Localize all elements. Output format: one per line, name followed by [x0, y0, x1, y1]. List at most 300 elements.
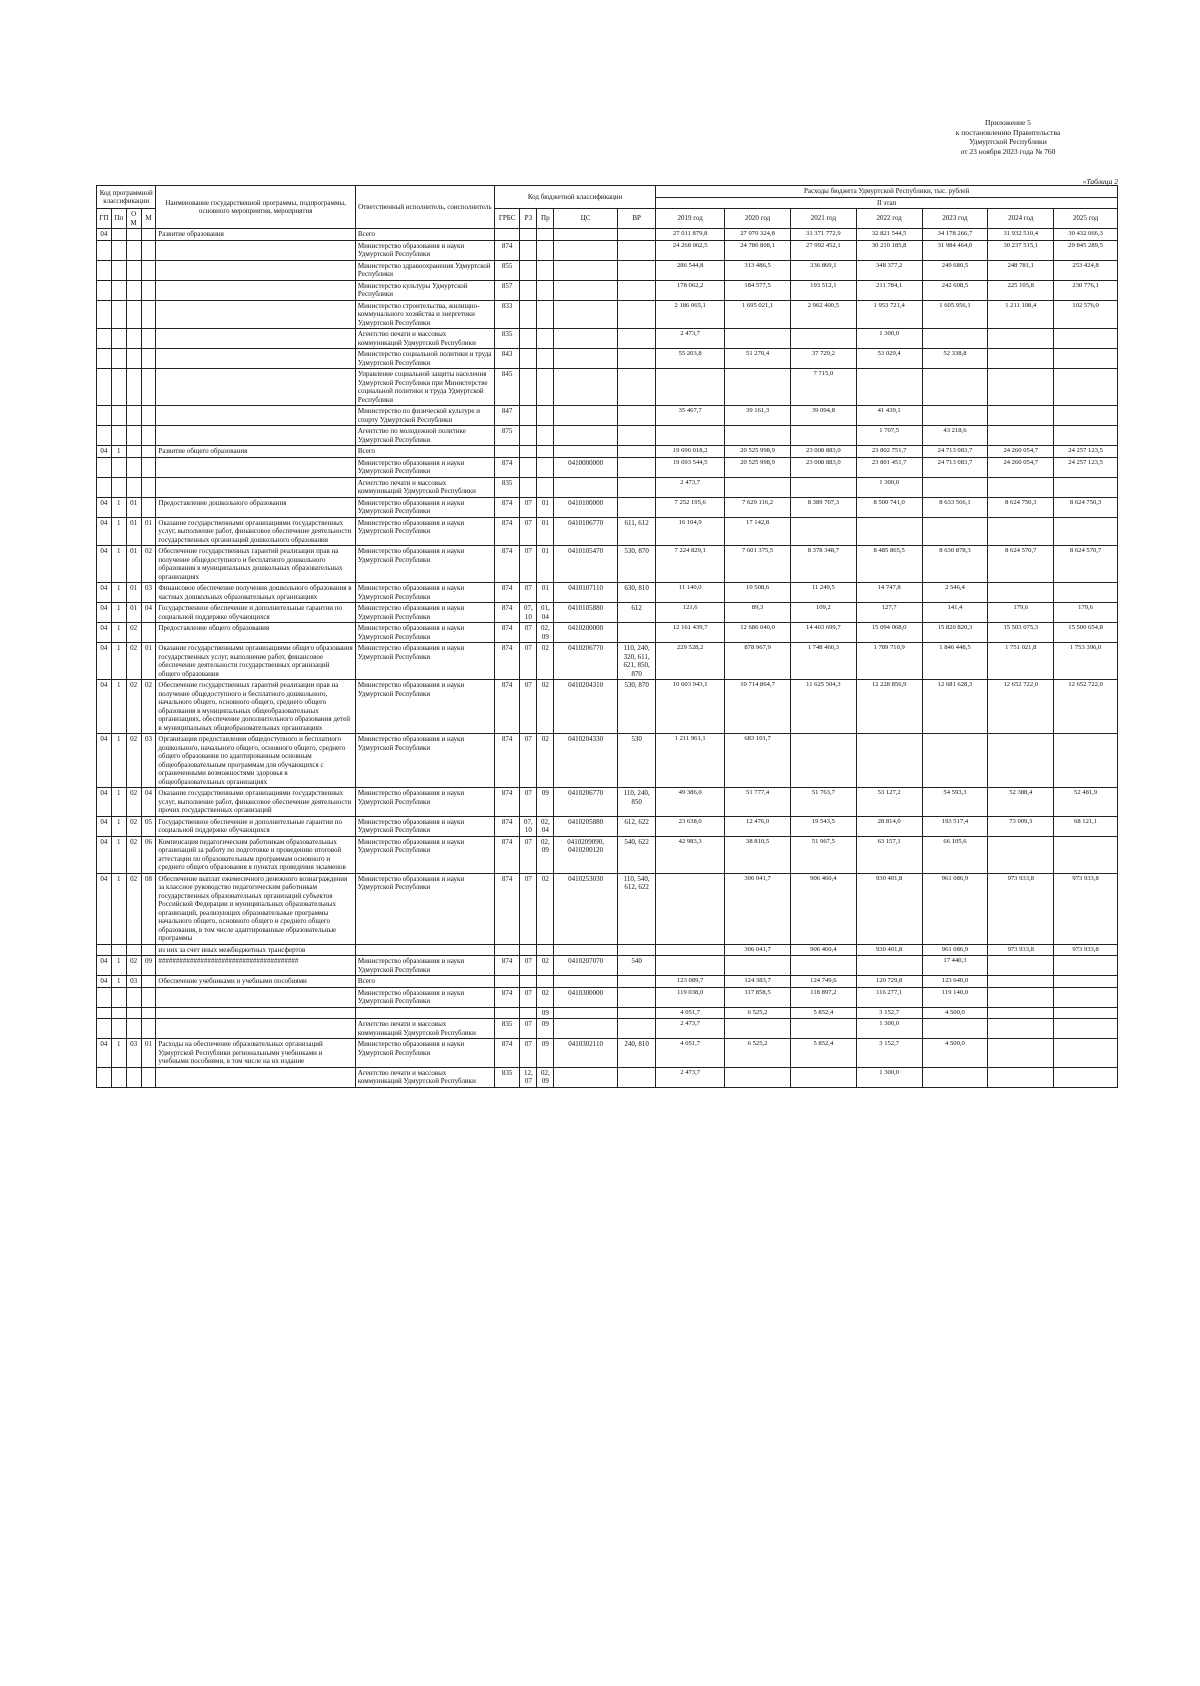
table-cell: 1 753 396,0: [1054, 643, 1118, 680]
table-cell: [554, 446, 618, 458]
table-cell: [554, 229, 618, 241]
table-cell: 1 211 108,4: [988, 300, 1054, 329]
table-cell: 02: [537, 873, 554, 944]
table-cell: 1: [111, 836, 126, 873]
table-cell: 02: [126, 836, 141, 873]
table-row: [97, 329, 1118, 349]
table-cell: [111, 329, 126, 349]
table-cell: 07: [520, 623, 537, 643]
table-cell: 2 473,7: [656, 1067, 725, 1087]
table-cell: 7 601 375,5: [725, 546, 791, 583]
table-cell: 23 801 451,7: [856, 457, 922, 477]
table-cell: [520, 477, 537, 497]
table-cell: 07: [520, 987, 537, 1007]
table-cell: 5 852,4: [790, 1039, 856, 1068]
table-cell: 179,6: [988, 603, 1054, 623]
table-cell: 0410106770: [554, 517, 618, 546]
table-cell: Агентство печати и массовых коммуникаций Удмуртской Республики: [355, 329, 494, 349]
table-cell: [520, 944, 537, 956]
table-cell: 109,2: [790, 603, 856, 623]
table-cell: [520, 1007, 537, 1019]
table-cell: [126, 329, 141, 349]
table-cell: [988, 836, 1054, 873]
table-cell: 54 593,3: [922, 788, 988, 817]
table-cell: [1054, 987, 1118, 1007]
table-cell: 03: [126, 1039, 141, 1068]
header-budget-code-col: РЗ: [520, 209, 537, 229]
table-cell: [617, 976, 655, 988]
table-cell: 875: [494, 426, 519, 446]
table-cell: [141, 406, 156, 426]
table-cell: 20 525 998,9: [725, 457, 791, 477]
header-expenses-group: Расходы бюджета Удмуртской Республики, тыс. рублей: [656, 186, 1118, 198]
table-cell: 835: [494, 1067, 519, 1087]
table-cell: [156, 1007, 356, 1019]
table-cell: [355, 944, 494, 956]
table-cell: Министерство образования и науки Удмуртской Республики: [355, 497, 494, 517]
table-cell: Министерство здравоохранения Удмуртской Республики: [355, 260, 494, 280]
table-cell: [1054, 976, 1118, 988]
table-cell: 211 784,1: [856, 280, 922, 300]
table-cell: 10 603 943,1: [656, 680, 725, 734]
table-cell: [617, 406, 655, 426]
table-cell: [126, 300, 141, 329]
table-cell: Министерство образования и науки Удмуртской Республики: [355, 680, 494, 734]
table-cell: Министерство образования и науки Удмуртской Республики: [355, 457, 494, 477]
table-cell: [537, 406, 554, 426]
table-cell: 874: [494, 643, 519, 680]
table-cell: [554, 240, 618, 260]
table-cell: [988, 406, 1054, 426]
table-cell: 4 051,7: [656, 1039, 725, 1068]
table-cell: 855: [494, 260, 519, 280]
table-cell: [856, 517, 922, 546]
table-cell: [922, 734, 988, 788]
table-cell: 843: [494, 349, 519, 369]
table-cell: [111, 300, 126, 329]
table-cell: Министерство социальной политики и труда Удмуртской Республики: [355, 349, 494, 369]
table-cell: 2 473,7: [656, 329, 725, 349]
table-cell: 23 638,0: [656, 816, 725, 836]
table-cell: 24 786 808,1: [725, 240, 791, 260]
table-row: [97, 956, 1118, 976]
table-cell: Министерство культуры Удмуртской Республики: [355, 280, 494, 300]
appendix-line: Удмуртской Республики: [969, 137, 1047, 146]
table-cell: [494, 229, 519, 241]
table-cell: Предоставление дошкольного образования: [156, 497, 356, 517]
table-cell: [790, 477, 856, 497]
table-cell: 612, 622: [617, 816, 655, 836]
table-cell: 19 543,5: [790, 816, 856, 836]
header-code-col: ГП: [97, 209, 112, 229]
table-cell: [856, 369, 922, 406]
table-cell: 04: [97, 734, 112, 788]
table-cell: 12, 07: [520, 1067, 537, 1087]
table-cell: [988, 329, 1054, 349]
table-cell: [156, 1019, 356, 1039]
table-cell: 04: [97, 546, 112, 583]
table-cell: [141, 300, 156, 329]
table-cell: 1 846 448,5: [922, 643, 988, 680]
table-row: [97, 240, 1118, 260]
table-cell: [617, 446, 655, 458]
table-cell: 0410000000: [554, 457, 618, 477]
table-cell: 1 707,5: [856, 426, 922, 446]
table-cell: 07: [520, 788, 537, 817]
table-cell: [790, 329, 856, 349]
table-cell: [111, 349, 126, 369]
table-cell: 0410206770: [554, 788, 618, 817]
table-cell: 2 473,7: [656, 1019, 725, 1039]
table-cell: 1: [111, 816, 126, 836]
table-cell: [97, 1019, 112, 1039]
table-cell: 1: [111, 956, 126, 976]
table-cell: 1 300,0: [856, 1067, 922, 1087]
table-cell: 119 140,0: [922, 987, 988, 1007]
table-cell: [617, 477, 655, 497]
table-cell: 68 121,1: [1054, 816, 1118, 836]
table-cell: 102 576,0: [1054, 300, 1118, 329]
table-row: [97, 976, 1118, 988]
table-cell: [111, 1007, 126, 1019]
table-cell: 874: [494, 623, 519, 643]
table-cell: [988, 734, 1054, 788]
table-cell: 66 105,6: [922, 836, 988, 873]
table-cell: 124 383,7: [725, 976, 791, 988]
table-cell: [111, 260, 126, 280]
table-cell: 15 500 654,8: [1054, 623, 1118, 643]
table-cell: 55 203,8: [656, 349, 725, 369]
table-cell: 874: [494, 788, 519, 817]
table-cell: Оказание государственными организациями общего образования государственных услуг, выполнение работ, финансовое обеспечение деятельности государственных организаций общего образования: [156, 643, 356, 680]
table-row: [97, 944, 1118, 956]
table-cell: 0410200000: [554, 623, 618, 643]
header-budget-code-col: ЦС: [554, 209, 618, 229]
table-cell: [156, 349, 356, 369]
table-row: [97, 349, 1118, 369]
table-cell: [156, 300, 356, 329]
table-cell: [97, 987, 112, 1007]
table-cell: 30 237 515,1: [988, 240, 1054, 260]
table-cell: 530: [617, 734, 655, 788]
table-cell: Государственное обеспечение и дополнительные гарантии по социальной поддержке обучающихся: [156, 603, 356, 623]
header-year-col: 2023 год: [922, 209, 988, 229]
table-cell: [520, 229, 537, 241]
table-cell: [617, 329, 655, 349]
table-cell: 0410206770: [554, 643, 618, 680]
header-name: Наименование государственной программы, подпрограммы, основного мероприятия, мероприятия: [156, 186, 356, 229]
table-cell: 04: [97, 623, 112, 643]
table-cell: 19 693 544,5: [656, 457, 725, 477]
table-cell: из них за счет иных межбюджетных трансфертов: [156, 944, 356, 956]
table-cell: Министерство образования и науки Удмуртской Республики: [355, 734, 494, 788]
table-cell: 874: [494, 517, 519, 546]
table-cell: 02: [126, 623, 141, 643]
table-cell: 24 260 054,7: [988, 457, 1054, 477]
table-cell: [988, 517, 1054, 546]
table-cell: [1054, 517, 1118, 546]
table-cell: 1: [111, 546, 126, 583]
table-cell: [126, 457, 141, 477]
table-cell: [554, 1067, 618, 1087]
table-cell: [554, 1019, 618, 1039]
table-cell: [922, 1019, 988, 1039]
table-cell: 07: [520, 643, 537, 680]
table-cell: 306 041,7: [725, 873, 791, 944]
table-cell: [126, 1019, 141, 1039]
table-cell: [1054, 349, 1118, 369]
table-cell: [156, 369, 356, 406]
table-cell: 24 268 062,5: [656, 240, 725, 260]
table-cell: [790, 1019, 856, 1039]
appendix-line: от 23 ноября 2023 года № 760: [960, 146, 1056, 156]
table-cell: Министерство образования и науки Удмуртской Республики: [355, 873, 494, 944]
table-cell: [617, 240, 655, 260]
table-cell: 09: [537, 1007, 554, 1019]
table-cell: [988, 477, 1054, 497]
table-cell: 1: [111, 603, 126, 623]
table-cell: [1054, 1007, 1118, 1019]
table-cell: 857: [494, 280, 519, 300]
table-cell: [141, 497, 156, 517]
table-cell: [141, 477, 156, 497]
table-cell: 02: [537, 680, 554, 734]
table-cell: [988, 1007, 1054, 1019]
table-cell: 03: [141, 734, 156, 788]
table-cell: [520, 329, 537, 349]
table-cell: [141, 426, 156, 446]
table-cell: 12 652 722,0: [988, 680, 1054, 734]
table-cell: Агентство печати и массовых коммуникаций Удмуртской Республики: [355, 477, 494, 497]
table-cell: 874: [494, 583, 519, 603]
table-cell: 24 257 123,5: [1054, 446, 1118, 458]
table-cell: [141, 1067, 156, 1087]
table-cell: Всего: [355, 229, 494, 241]
table-cell: 2 473,7: [656, 477, 725, 497]
table-cell: 01: [537, 546, 554, 583]
table-cell: Развитие образования: [156, 229, 356, 241]
table-cell: [988, 976, 1054, 988]
table-cell: 04: [141, 788, 156, 817]
table-cell: [156, 477, 356, 497]
table-cell: 19 696 018,2: [656, 446, 725, 458]
table-row: [97, 446, 1118, 458]
table-cell: [126, 987, 141, 1007]
table-cell: 0410107110: [554, 583, 618, 603]
table-cell: [141, 240, 156, 260]
table-cell: [97, 280, 112, 300]
table-cell: 1 300,0: [856, 1019, 922, 1039]
table-cell: 11 140,0: [656, 583, 725, 603]
table-cell: ########################################: [156, 956, 356, 976]
table-cell: 123 089,7: [656, 976, 725, 988]
table-cell: [537, 240, 554, 260]
table-cell: 52 481,9: [1054, 788, 1118, 817]
table-cell: 530, 870: [617, 546, 655, 583]
table-cell: 01: [126, 603, 141, 623]
table-cell: [554, 944, 618, 956]
table-cell: [537, 349, 554, 369]
table-cell: [156, 240, 356, 260]
table-cell: 193 517,4: [922, 816, 988, 836]
table-cell: 04: [97, 976, 112, 988]
table-cell: 14 403 699,7: [790, 623, 856, 643]
table-cell: 02: [141, 680, 156, 734]
table-cell: Министерство образования и науки Удмуртской Республики: [355, 643, 494, 680]
table-cell: [111, 280, 126, 300]
table-cell: 874: [494, 836, 519, 873]
appendix-note: [908, 118, 1108, 156]
table-cell: 110, 240, 850: [617, 788, 655, 817]
table-cell: 15 820 820,3: [922, 623, 988, 643]
table-cell: Развитие общего образования: [156, 446, 356, 458]
table-cell: [126, 240, 141, 260]
table-cell: 1: [111, 734, 126, 788]
table-cell: [617, 987, 655, 1007]
table-cell: [126, 426, 141, 446]
table-cell: [520, 457, 537, 477]
table-cell: Агентство печати и массовых коммуникаций Удмуртской Республики: [355, 1019, 494, 1039]
table-cell: [141, 280, 156, 300]
table-cell: 28 814,0: [856, 816, 922, 836]
table-header: [97, 186, 1118, 229]
table-cell: 01: [141, 1039, 156, 1068]
table-cell: 52 338,8: [922, 349, 988, 369]
table-cell: [656, 426, 725, 446]
table-cell: 51 967,5: [790, 836, 856, 873]
table-cell: [537, 976, 554, 988]
table-cell: [922, 369, 988, 406]
table-cell: 12 161 439,7: [656, 623, 725, 643]
table-cell: 07: [520, 836, 537, 873]
table-cell: 27 992 452,1: [790, 240, 856, 260]
table-cell: 184 577,5: [725, 280, 791, 300]
table-cell: [141, 457, 156, 477]
table-cell: [988, 956, 1054, 976]
table-cell: [97, 426, 112, 446]
table-cell: 110, 540, 612, 622: [617, 873, 655, 944]
table-cell: [520, 240, 537, 260]
table-cell: 8 624 570,7: [1054, 546, 1118, 583]
table-cell: 02: [537, 734, 554, 788]
table-cell: 07: [520, 546, 537, 583]
table-cell: 51 777,4: [725, 788, 791, 817]
table-cell: [97, 369, 112, 406]
table-cell: 04: [97, 497, 112, 517]
table-cell: [537, 457, 554, 477]
table-cell: 07: [520, 497, 537, 517]
table-cell: 24 257 123,5: [1054, 457, 1118, 477]
table-cell: 0410205880: [554, 816, 618, 836]
table-cell: 961 086,9: [922, 944, 988, 956]
table-cell: 7 629 116,2: [725, 497, 791, 517]
table-cell: [156, 426, 356, 446]
table-row: [97, 1039, 1118, 1068]
table-cell: Министерство образования и науки Удмуртской Республики: [355, 623, 494, 643]
table-cell: [1054, 734, 1118, 788]
table-cell: 306 041,7: [725, 944, 791, 956]
table-cell: 02, 09: [537, 623, 554, 643]
table-cell: 07: [520, 680, 537, 734]
table-cell: 1 605 956,1: [922, 300, 988, 329]
table-cell: [656, 873, 725, 944]
table-cell: 42 983,3: [656, 836, 725, 873]
table-cell: 874: [494, 680, 519, 734]
table-cell: 12 686 040,0: [725, 623, 791, 643]
table-cell: [111, 240, 126, 260]
table-cell: Оказание государственными организациями государственных услуг, выполнение работ, финансовое обеспечение деятельности прочих государственных организаций: [156, 788, 356, 817]
table-cell: 31 371 772,9: [790, 229, 856, 241]
table-cell: Оказание государственными организациями государственных услуг, выполнение работ, финансовое обеспечение деятельности государственных организаций дошкольного образования: [156, 517, 356, 546]
table-cell: 31 984 464,0: [922, 240, 988, 260]
table-cell: [141, 1019, 156, 1039]
table-cell: 1 300,0: [856, 477, 922, 497]
table-cell: [141, 260, 156, 280]
table-cell: 127,7: [856, 603, 922, 623]
table-cell: [1054, 406, 1118, 426]
table-cell: Министерство образования и науки Удмуртской Республики: [355, 788, 494, 817]
table-cell: 10 508,6: [725, 583, 791, 603]
table-cell: 07: [520, 734, 537, 788]
table-cell: 16 104,9: [656, 517, 725, 546]
table-cell: [856, 734, 922, 788]
table-cell: [537, 944, 554, 956]
table-cell: 04: [97, 816, 112, 836]
table-cell: 8 500 741,0: [856, 497, 922, 517]
table-cell: 02, 09: [537, 836, 554, 873]
table-cell: 73 009,3: [988, 816, 1054, 836]
table-cell: 193 512,1: [790, 280, 856, 300]
table-cell: 23 008 883,0: [790, 457, 856, 477]
header-budget-code-col: Пр: [537, 209, 554, 229]
table-cell: [617, 944, 655, 956]
table-cell: [126, 944, 141, 956]
table-cell: 835: [494, 1019, 519, 1039]
table-cell: [156, 987, 356, 1007]
table-cell: 8 630 878,3: [922, 546, 988, 583]
table-cell: 02, 09: [537, 1067, 554, 1087]
table-cell: [141, 976, 156, 988]
table-cell: 43 218,6: [922, 426, 988, 446]
table-cell: 961 086,9: [922, 873, 988, 944]
table-cell: [617, 300, 655, 329]
table-cell: 7 224 829,1: [656, 546, 725, 583]
table-label: «Таблица 2: [1082, 177, 1118, 186]
table-cell: 24 260 054,7: [988, 446, 1054, 458]
table-cell: 04: [97, 873, 112, 944]
table-cell: 02: [126, 788, 141, 817]
table-cell: 17 440,3: [922, 956, 988, 976]
table-cell: [554, 406, 618, 426]
table-row: [97, 680, 1118, 734]
header-budget-group: Код бюджетной классификации: [494, 186, 655, 209]
table-row: [97, 816, 1118, 836]
table-cell: Всего: [355, 446, 494, 458]
table-cell: [520, 349, 537, 369]
table-cell: 24 713 083,7: [922, 446, 988, 458]
table-cell: 53 127,2: [856, 788, 922, 817]
table-cell: [97, 240, 112, 260]
table-cell: 5 852,4: [790, 1007, 856, 1019]
table-cell: 01: [141, 643, 156, 680]
table-cell: 1 748 460,3: [790, 643, 856, 680]
table-cell: [537, 426, 554, 446]
table-cell: [725, 477, 791, 497]
table-row: [97, 873, 1118, 944]
table-cell: 1 789 710,9: [856, 643, 922, 680]
table-cell: [725, 1019, 791, 1039]
table-cell: 03: [141, 583, 156, 603]
